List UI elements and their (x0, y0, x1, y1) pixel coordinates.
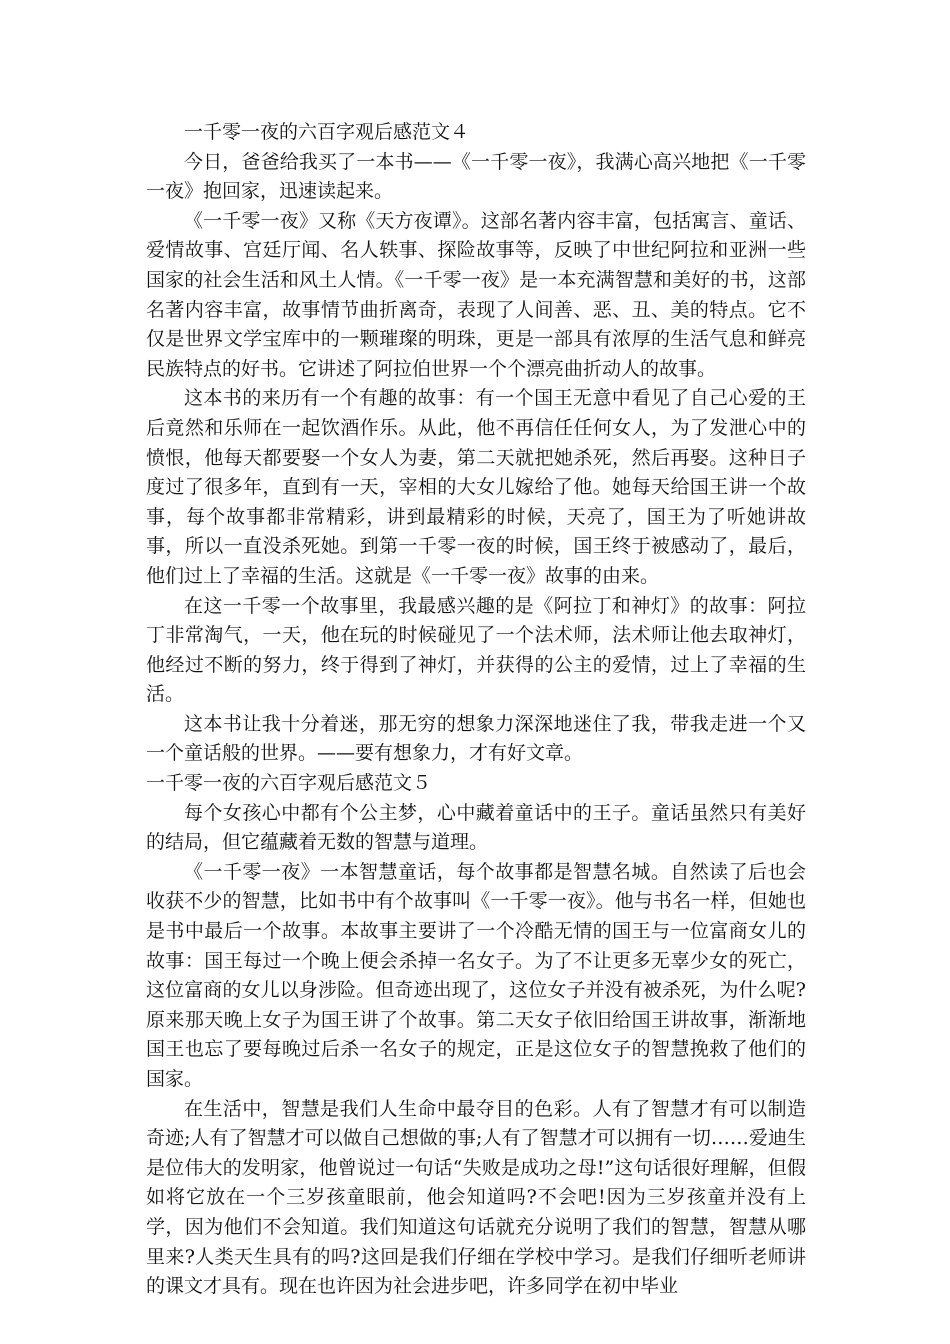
paragraph: 在这一千零一个故事里，我最感兴趣的是《阿拉丁和神灯》的故事：阿拉丁非常淘气，一天，他在玩的时候碰见了一个法术师，法术师让他去取神灯，他经过不断的努力，终于得到了神灯，并获得的公主的爱情，过上了幸福的生活。 (146, 594, 806, 706)
section-title-5: 一千零一夜的六百字观后感范文５ (146, 772, 432, 795)
paragraph: 这本书的来历有一个有趣的故事：有一个国王无意中看见了自己心爱的王后竟然和乐师在一起饮酒作乐。从此，他不再信任任何女人，为了发泄心中的愤恨，他每天都要娶一个女人为妻，第二天就把她杀死，然后再娶。这种日子度过了很多年，直到有一天，宰相的大女儿嫁给了他。她每天给国王讲一个故事，每个故事都非常精彩，讲到最精彩的时候，天亮了，国王为了听她讲故事，所以一直没杀死她。到第一千零一夜的时候，国王终于被感动了，最后，他们过上了幸福的生活。这就是《一千零一夜》故事的由来。 (146, 387, 806, 587)
paragraph: 在生活中，智慧是我们人生命中最夺目的色彩。人有了智慧才有可以制造奇迹;人有了智慧才可以做自己想做的事;人有了智慧才可以拥有一切……爱迪生是位伟大的发明家，他曾说过一句话“失败是成功之母!”这句话很好理解，但假如将它放在一个三岁孩童眼前，他会知道吗?不会吧!因为三岁孩童并没有上学，因为他们不会知道。我们知道这句话就充分说明了我们的智慧，智慧从哪里来?人类天生具有的吗?这回是我们仔细在学校中学习。是我们仔细听老师讲的课文才具有。现在也许因为社会进步吧，许多同学在初中毕业 (146, 1097, 806, 1298)
paragraph: 《一千零一夜》又称《天方夜谭》。这部名著内容丰富，包括寓言、童话、爱情故事、宫廷厅闻、名人轶事、探险故事等，反映了中世纪阿拉和亚洲一些国家的社会生活和风土人情。《一千零一夜》是一本充满智慧和美好的书，这部名著内容丰富，故事情节曲折离奇，表现了人间善、恶、丑、美的特点。它不仅是世界文学宝库中的一颗璀璨的明珠，更是一部具有浓厚的生活气息和鲜亮民族特点的好书。它讲述了阿拉伯世界一个个漂亮曲折动人的故事。 (146, 209, 806, 380)
paragraph: 每个女孩心中都有个公主梦，心中藏着童话中的王子。童话虽然只有美好的结局，但它蕴藏着无数的智慧与道理。 (146, 801, 806, 854)
paragraph: 这本书让我十分着迷，那无穷的想象力深深地迷住了我，带我走进一个又一个童话般的世界。——要有想象力，才有好文章。 (146, 712, 806, 765)
paragraph: 《一千零一夜》一本智慧童话，每个故事都是智慧名城。自然读了后也会收获不少的智慧，比如书中有个故事叫《一千零一夜》。他与书名一样，但她也是书中最后一个故事。本故事主要讲了一个冷酷无情的国王与一位富商女儿的故事：国王每过一个晚上便会杀掉一名女子。为了不让更多无辜少女的死亡，这位富商的女儿以身涉险。但奇迹出现了，这位女子并没有被杀死，为什么呢?原来那天晚上女子为国王讲了个故事。第二天女子依旧给国王讲故事，渐渐地国王也忘了要每晚过后杀一名女子的规定，正是这位女子的智慧挽救了他们的国家。 (146, 860, 806, 1090)
document-body (146, 118, 806, 1302)
section-title-4: 一千零一夜的六百字观后感范文４ (184, 121, 470, 143)
paragraph: 今日，爸爸给我买了一本书——《一千零一夜》，我满心高兴地把《一千零一夜》抱回家，迅速读起来。 (146, 150, 806, 203)
